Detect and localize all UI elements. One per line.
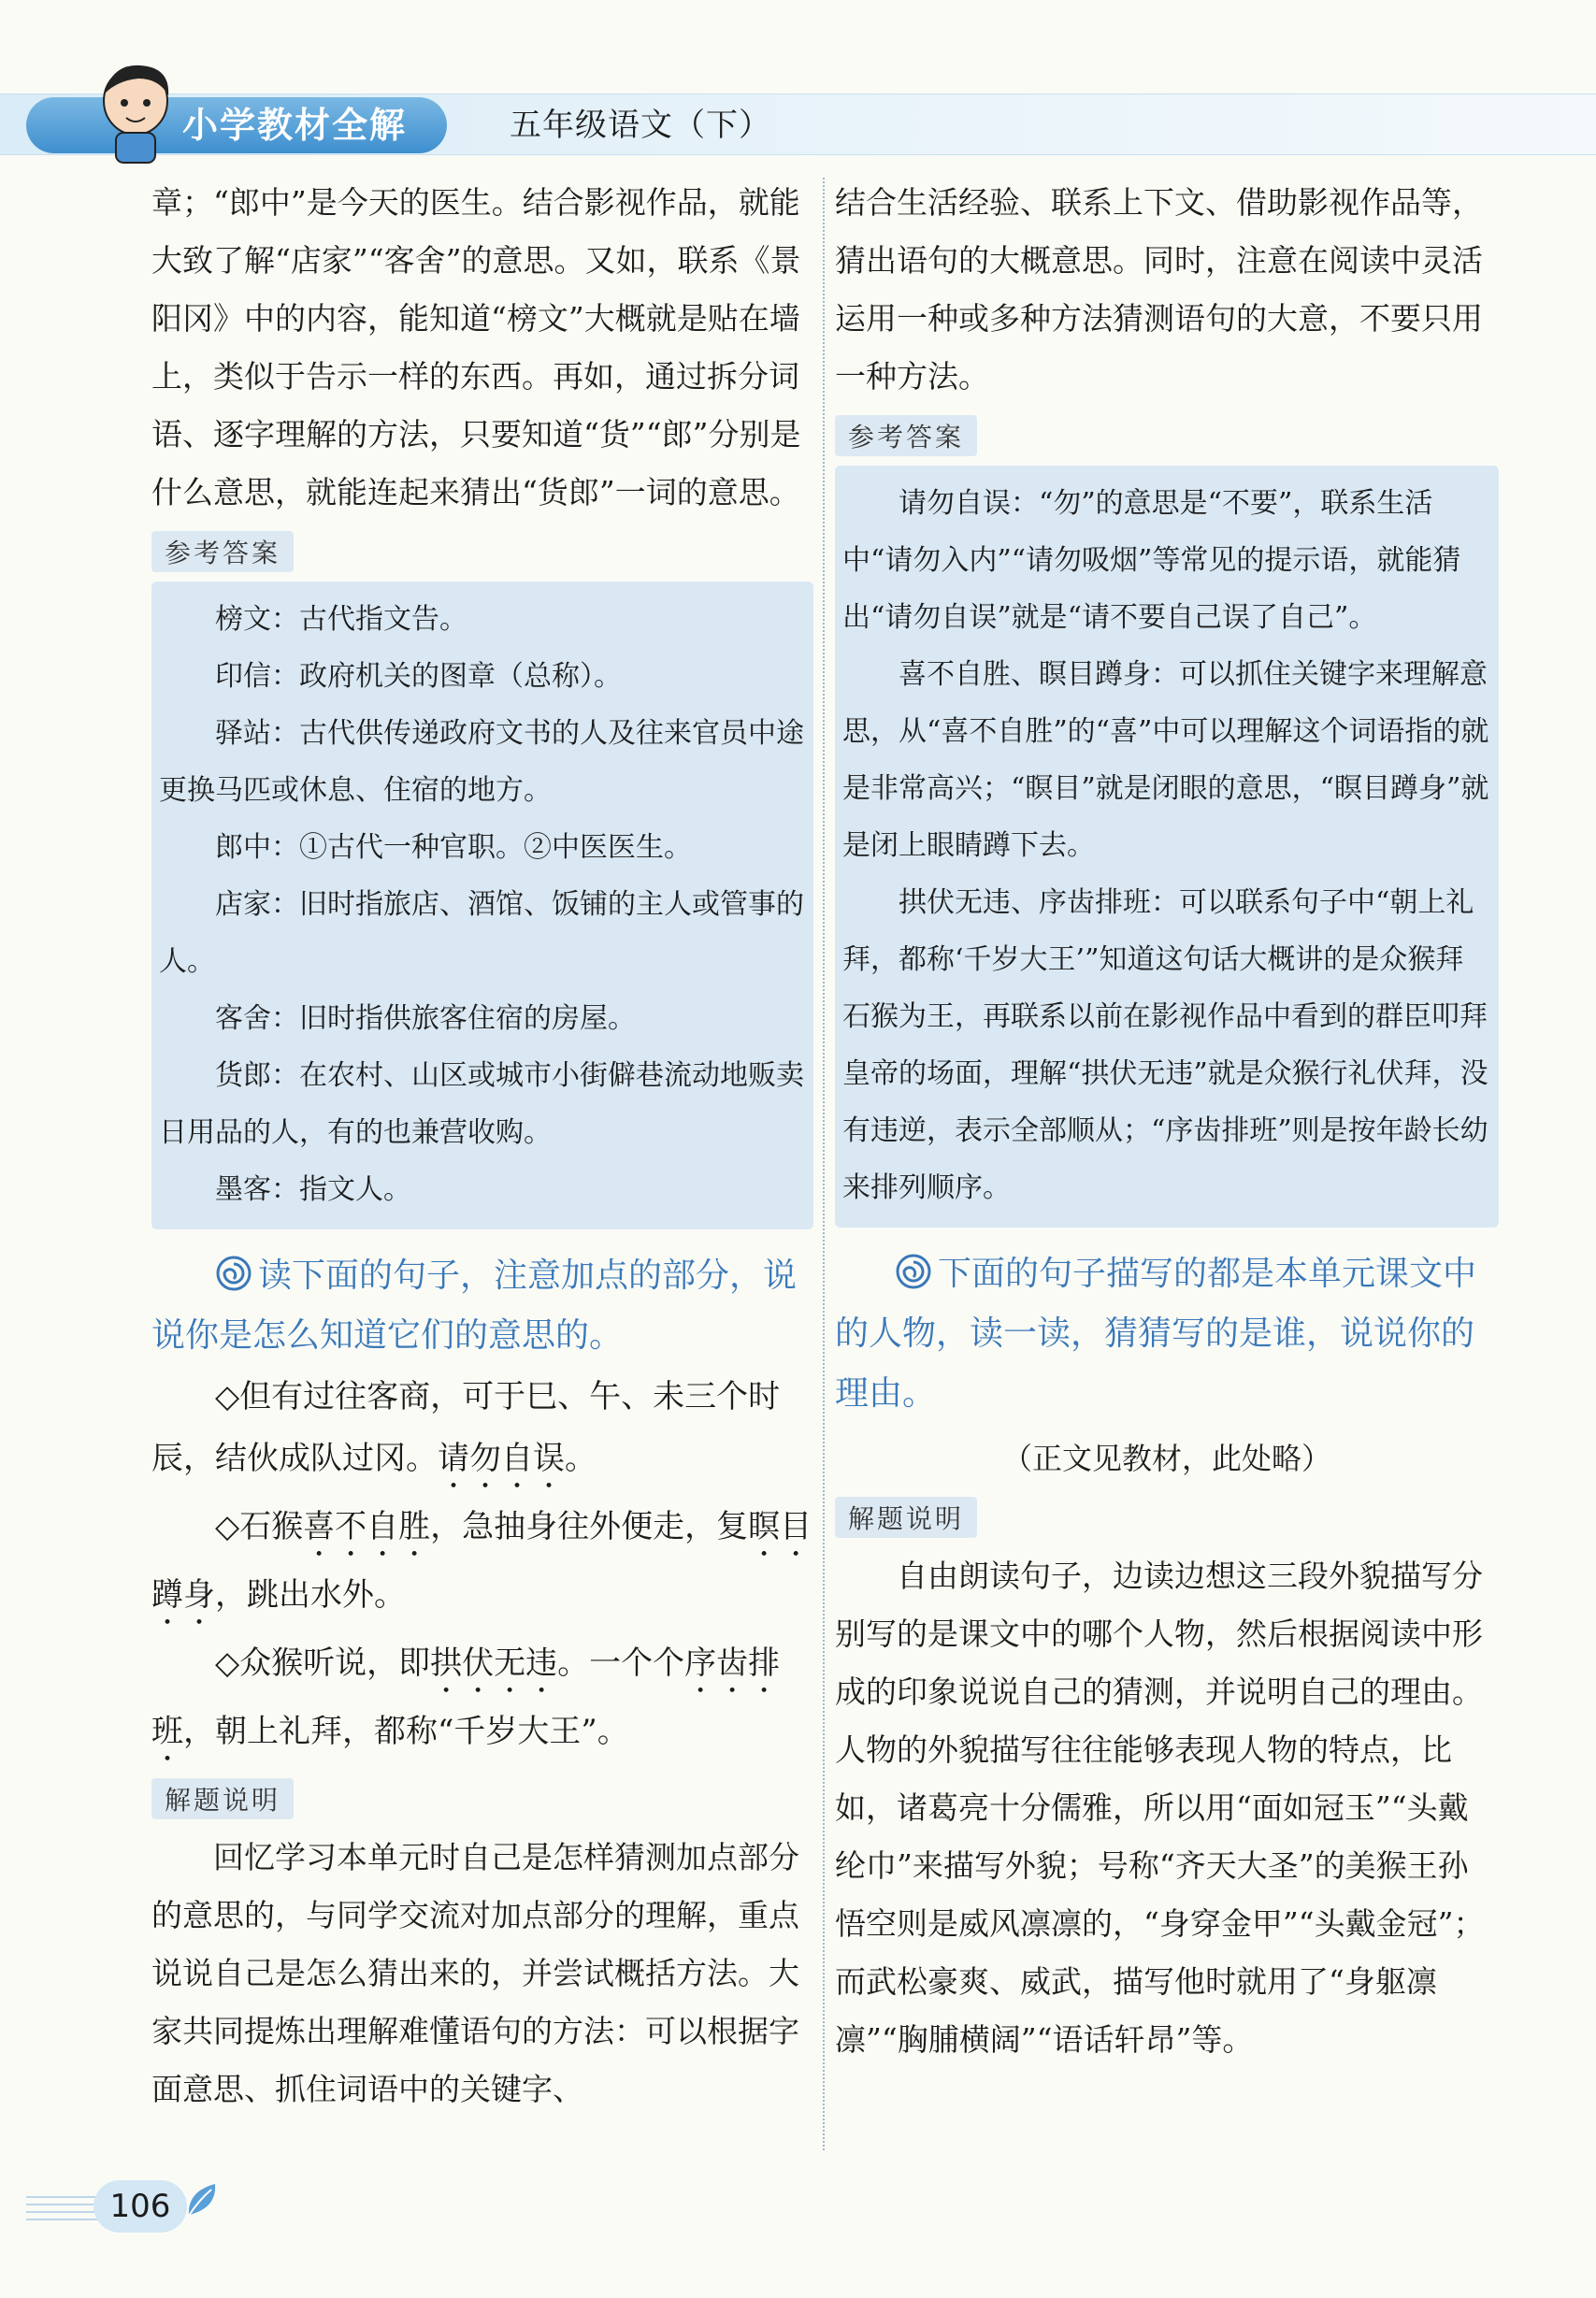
answer-item: 请勿自误：“勿”的意思是“不要”，联系生活中“请勿入内”“请勿吸烟”等常见的提示语，就能猜出“请勿自误”就是“请不要自己误了自己”。 bbox=[842, 487, 1461, 634]
example-sentence-2 bbox=[151, 1496, 813, 1632]
leaf-icon bbox=[183, 2178, 221, 2221]
example-sentence-3 bbox=[151, 1632, 813, 1769]
answer-label: 参考答案 bbox=[835, 415, 977, 456]
task-text: 读下面的句子，注意加点的部分，说说你是怎么知道它们的意思的。 bbox=[151, 1257, 798, 1355]
sentence-text: ，朝上礼拜，都称“千岁大王”。 bbox=[183, 1713, 629, 1750]
sentence-text: ，急抽身往外便走，复 bbox=[430, 1508, 749, 1545]
answer-label: 参考答案 bbox=[151, 531, 294, 572]
answer-item: 货郎：在农村、山区或城市小街僻巷流动地贩卖日用品的人，有的也兼营收购。 bbox=[159, 1059, 804, 1149]
task-heading bbox=[835, 1244, 1499, 1424]
task-heading bbox=[151, 1246, 813, 1366]
sentence-text: ◇众猴听说，即 bbox=[215, 1645, 431, 1682]
right-column bbox=[835, 174, 1499, 2069]
example-sentence-1 bbox=[151, 1366, 813, 1496]
answer-item: 客舍：旧时指供旅客住宿的房屋。 bbox=[215, 1002, 636, 1035]
left-explain-paragraph: 回忆学习本单元时自己是怎样猜测加点部分的意思的，与同学交流对加点部分的理解，重点说说自己是怎么猜出来的，并尝试概括方法。大家共同提炼出理解难懂语句的方法：可以根据字面意思、抓住词语中的关键字、 bbox=[151, 1839, 799, 2107]
answer-item: 驿站：古代供传递政府文书的人及往来官员中途更换马匹或休息、住宿的地方。 bbox=[159, 717, 804, 807]
column-divider bbox=[823, 178, 825, 2150]
dotted-phrase: 请勿自误 bbox=[438, 1440, 565, 1477]
answer-item: 郎中：①古代一种官职。②中医医生。 bbox=[215, 831, 692, 864]
mascot-icon bbox=[84, 56, 187, 168]
left-column bbox=[151, 174, 813, 2118]
sentence-text: 。一个个 bbox=[557, 1645, 685, 1682]
left-intro-paragraph: 章；“郎中”是今天的医生。结合影视作品，就能大致了解“店家”“客舍”的意思。又如，联系《景阳冈》中的内容，能知道“榜文”大概就是贴在墙上，类似于告示一样的东西。再如，通过拆分词语、逐字理解的方法，只要知道“货”“郎”分别是什么意思，就能连起来猜出“货郎”一词的意思。 bbox=[151, 184, 801, 510]
dotted-phrase: 瞑目蹲身 bbox=[151, 1508, 812, 1614]
right-explain-paragraph: 自由朗读句子，边读边想这三段外貌描写分别写的是课文中的哪个人物，然后根据阅读中形成的印象说说自己的猜测，并说明自己的理由。人物的外貌描写往往能够表现人物的特点，比如，诸葛亮十分儒雅，所以用“面如冠玉”“头戴纶巾”来描写外貌；号称“齐天大圣”的美猴王孙悟空则是威风凛凛的，“身穿金甲”“头戴金冠”；而武松豪爽、威武，描写他时就用了“身躯凛凛”“胸脯横阔”“语话轩昂”等。 bbox=[835, 1558, 1485, 2058]
page-number: 106 bbox=[93, 2180, 187, 2233]
task-text: 下面的句子描写的都是本单元课文中的人物，读一读，猜猜写的是谁，说说你的理由。 bbox=[835, 1255, 1477, 1413]
answer-item: 喜不自胜、瞑目蹲身：可以抓住关键字来理解意思，从“喜不自胜”的“喜”中可以理解这个词语指的就是非常高兴；“瞑目”就是闭眼的意思，“瞑目蹲身”就是闭上眼睛蹲下去。 bbox=[842, 658, 1489, 862]
answer-item: 印信：政府机关的图章（总称）。 bbox=[215, 660, 622, 693]
answer-item: 榜文：古代指文告。 bbox=[215, 603, 467, 636]
dotted-phrase: 拱伏无违 bbox=[430, 1645, 558, 1682]
explain-label: 解题说明 bbox=[835, 1497, 977, 1538]
dotted-phrase: 喜不自胜 bbox=[303, 1508, 431, 1545]
sentence-text: 。 bbox=[565, 1440, 597, 1477]
answer-box bbox=[151, 582, 813, 1229]
answer-item: 店家：旧时指旅店、酒馆、饭铺的主人或管事的人。 bbox=[159, 888, 804, 978]
right-continued-paragraph: 结合生活经验、联系上下文、借助影视作品等，猜出语句的大概意思。同时，注意在阅读中灵活运用一种或多种方法猜测语句的大意，不要只用一种方法。 bbox=[835, 184, 1483, 395]
sentence-text: ◇石猴 bbox=[215, 1508, 304, 1545]
answer-item: 墨客：指文人。 bbox=[215, 1173, 411, 1206]
task-swirl-icon bbox=[215, 1255, 252, 1292]
task-swirl-icon bbox=[895, 1253, 932, 1290]
answer-box bbox=[835, 466, 1499, 1228]
grade-title: 五年级语文（下） bbox=[510, 107, 771, 144]
answer-item: 拱伏无违、序齿排班：可以联系句子中“朝上礼拜，都称‘千岁大王’”知道这句话大概讲的是众猴拜石猴为王，再联系以前在影视作品中看到的群臣叩拜皇帝的场面，理解“拱伏无违”就是众猴行礼伏拜，没有违逆，表示全部顺从；“序齿排班”则是按年龄长幼来排列顺序。 bbox=[842, 886, 1488, 1204]
sentence-text: ◇但有过往客商，可于巳、午、未三个时辰，结伙成队过冈。 bbox=[151, 1378, 781, 1477]
dotted-phrase: 序齿排班 bbox=[151, 1645, 781, 1750]
book-title: 小学教材全解 bbox=[182, 105, 408, 146]
omitted-text-note: （正文见教材，此处略） bbox=[1001, 1441, 1331, 1476]
sentence-text: ，跳出水外。 bbox=[215, 1576, 406, 1614]
explain-label: 解题说明 bbox=[151, 1778, 294, 1819]
